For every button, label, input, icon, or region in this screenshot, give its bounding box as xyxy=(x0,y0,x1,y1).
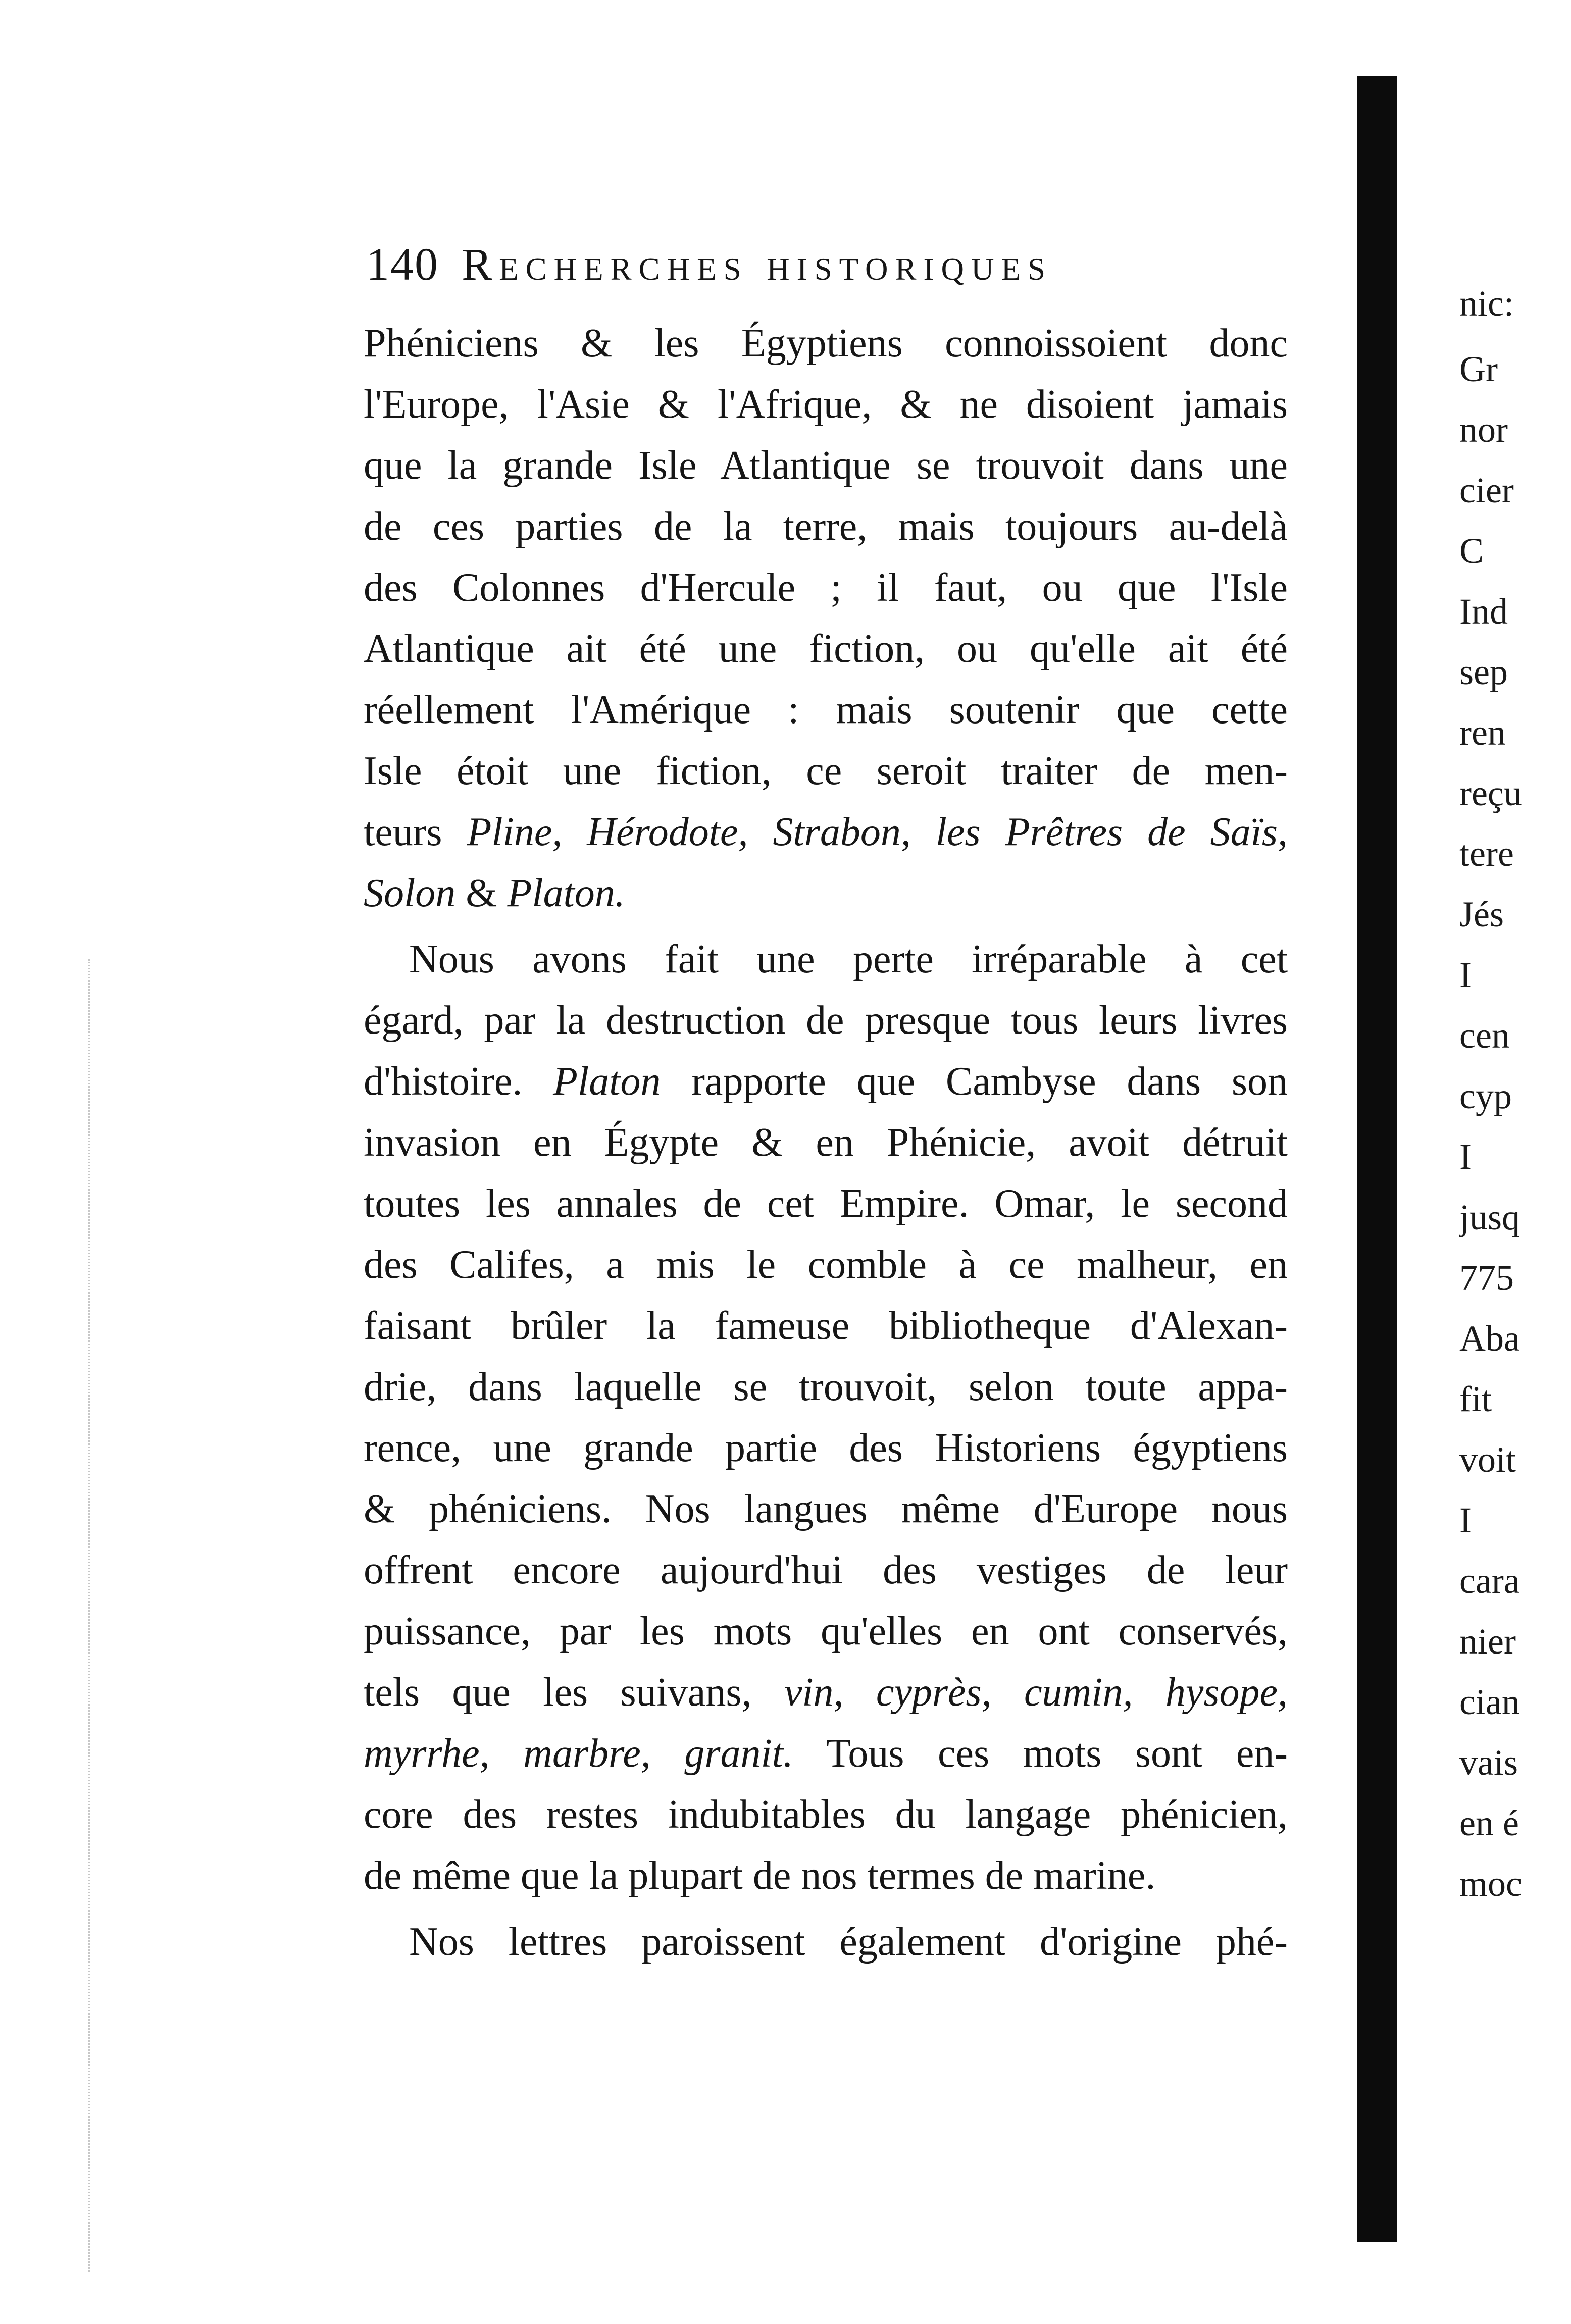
text-line-8: Isle étoit une fiction, ce seroit traiter de men- xyxy=(364,749,1288,793)
text-line-2: l'Europe, l'Asie & l'Afrique, & ne disoient jamais xyxy=(364,382,1288,427)
facing-line-6: Ind xyxy=(1459,591,1508,632)
facing-line-8: ren xyxy=(1459,712,1506,753)
facing-line-13: cen xyxy=(1459,1015,1510,1056)
text-line-21: offrent encore aujourd'hui des vestiges de leur xyxy=(364,1548,1288,1592)
text-line-25: core des restes indubitables du langage phénicien, xyxy=(364,1792,1288,1837)
facing-line-16: jusq xyxy=(1459,1197,1521,1237)
running-head xyxy=(366,237,1326,298)
facing-line-24: cian xyxy=(1459,1682,1520,1722)
text-line-16: des Califes, a mis le comble à ce malheur, en xyxy=(364,1243,1288,1287)
facing-line-1: nic: xyxy=(1459,283,1514,324)
facing-line-14: cyp xyxy=(1459,1076,1512,1116)
running-head-title: Recherches historiques xyxy=(462,240,1053,290)
text-line-15: toutes les annales de cet Empire. Omar, le second xyxy=(364,1181,1288,1226)
text-line-7: réellement l'Amérique : mais soutenir que cette xyxy=(364,688,1288,732)
text-line-19: rence, une grande partie des Historiens égyptiens xyxy=(364,1426,1288,1470)
text-line-23: tels que les suivans, vin, cyprès, cumin, hysope, xyxy=(364,1670,1288,1715)
facing-line-25: vais xyxy=(1459,1742,1518,1783)
facing-line-10: tere xyxy=(1459,834,1514,874)
page-number: 140 xyxy=(366,238,439,290)
text-line-24: myrrhe, marbre, granit. Tous ces mots sont en- xyxy=(364,1731,1288,1776)
text-line-12: égard, par la destruction de presque tous leurs livres xyxy=(364,998,1288,1043)
text-line-26: de même que la plupart de nos termes de marine. xyxy=(364,1853,1156,1898)
facing-line-11: Jés xyxy=(1459,894,1504,935)
facing-line-9: reçu xyxy=(1459,773,1522,813)
body-text xyxy=(364,313,1288,1973)
text-line-27: Nos lettres paroissent également d'origine phé- xyxy=(409,1920,1288,1964)
facing-line-27: moc xyxy=(1459,1864,1522,1904)
text-line-6: Atlantique ait été une fiction, ou qu'elle ait été xyxy=(364,627,1288,671)
text-line-3: que la grande Isle Atlantique se trouvoit dans une xyxy=(364,443,1288,488)
text-line-14: invasion en Égypte & en Phénicie, avoit détruit xyxy=(364,1120,1288,1165)
facing-line-17: 775 xyxy=(1459,1258,1514,1298)
text-line-13: d'histoire. Platon rapporte que Cambyse dans son xyxy=(364,1059,1288,1104)
text-line-5: des Colonnes d'Hercule ; il faut, ou que l'Isle xyxy=(364,565,1288,610)
facing-line-21: I xyxy=(1459,1500,1472,1540)
facing-line-26: en é xyxy=(1459,1803,1519,1843)
binding-shadow xyxy=(1357,76,1397,2242)
facing-line-5: C xyxy=(1459,531,1484,571)
facing-page-fragment xyxy=(1459,0,1571,2324)
text-line-4: de ces parties de la terre, mais toujours au-delà xyxy=(364,504,1288,549)
text-line-20: & phéniciens. Nos langues même d'Europe nous xyxy=(364,1487,1288,1531)
facing-line-7: sep xyxy=(1459,652,1508,692)
facing-line-3: nor xyxy=(1459,409,1508,450)
text-line-18: drie, dans laquelle se trouvoit, selon toute appa- xyxy=(364,1365,1288,1409)
facing-line-18: Aba xyxy=(1459,1318,1520,1359)
text-line-17: faisant brûler la fameuse bibliotheque d'Alexan- xyxy=(364,1304,1288,1348)
text-line-22: puissance, par les mots qu'elles en ont conservés, xyxy=(364,1609,1288,1654)
facing-line-19: fit xyxy=(1459,1379,1492,1419)
facing-line-2: Gr xyxy=(1459,349,1498,389)
facing-line-23: nier xyxy=(1459,1621,1516,1662)
facing-line-4: cier xyxy=(1459,470,1514,510)
facing-line-15: I xyxy=(1459,1137,1472,1177)
text-line-1: Phéniciens & les Égyptiens connoissoient donc xyxy=(364,321,1288,366)
page-edge-specks xyxy=(88,959,105,2272)
facing-line-22: cara xyxy=(1459,1561,1520,1601)
text-line-9: teurs Pline, Hérodote, Strabon, les Prêtres de Saïs, xyxy=(364,810,1288,854)
text-line-11: Nous avons fait une perte irréparable à cet xyxy=(409,937,1288,982)
facing-line-20: voit xyxy=(1459,1439,1516,1480)
text-line-10: Solon & Platon. xyxy=(364,871,625,915)
facing-line-12: I xyxy=(1459,955,1472,995)
